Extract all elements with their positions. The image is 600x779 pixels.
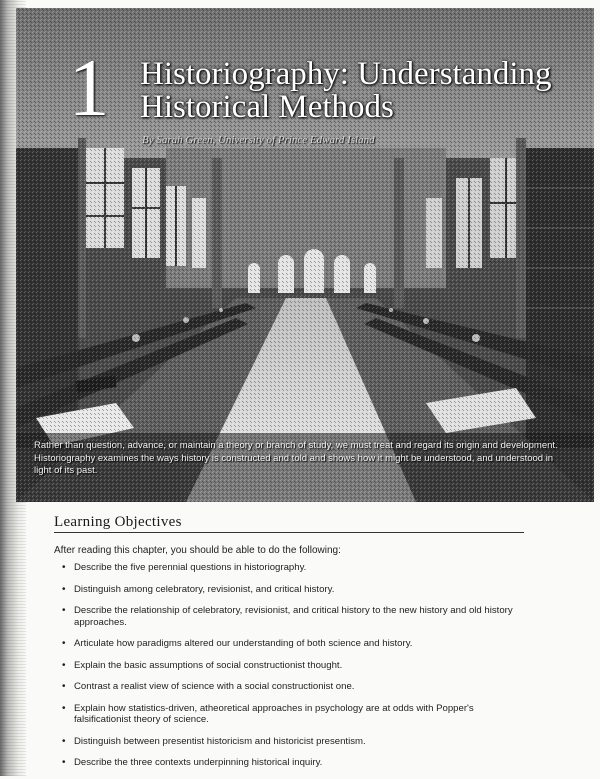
list-item: • Explain how statistics-driven, atheoretical approaches in psychology are at odds with Popper's falsificationist theory of science. bbox=[62, 703, 532, 726]
chapter-author: By Sarah Green, University of Prince Edward Island bbox=[142, 134, 375, 146]
learning-objectives-list bbox=[62, 562, 532, 779]
chapter-title: Historiography: Understanding Historical Methods bbox=[140, 56, 552, 125]
chapter-header-image bbox=[16, 8, 594, 502]
learning-objectives-heading: Learning Objectives bbox=[54, 514, 182, 530]
list-item: • Articulate how paradigms altered our understanding of both science and history. bbox=[62, 638, 532, 650]
list-item: • Distinguish among celebratory, revisionist, and critical history. bbox=[62, 584, 532, 596]
list-item: • Describe the relationship of celebratory, revisionist, and critical history to the new history and old history approaches. bbox=[62, 605, 532, 628]
list-item: • Distinguish between presentist historicism and historicist presentism. bbox=[62, 736, 532, 748]
heading-rule bbox=[54, 532, 524, 533]
image-caption: Rather than question, advance, or maintain a theory or branch of study, we must treat and regard its origin and development. Historiography examines the ways history is constructed and told and shows how it might be understood, and understood in light of its past. bbox=[34, 440, 558, 476]
list-item: • Describe the five perennial questions in historiography. bbox=[62, 562, 532, 574]
list-item: • Describe the three contexts underpinning historical inquiry. bbox=[62, 757, 532, 769]
list-item: • Contrast a realist view of science with a social constructionist one. bbox=[62, 681, 532, 693]
chapter-number: 1 bbox=[68, 42, 110, 133]
list-item: • Explain the basic assumptions of social constructionist thought. bbox=[62, 660, 532, 672]
learning-objectives-intro: After reading this chapter, you should be able to do the following: bbox=[54, 545, 341, 556]
